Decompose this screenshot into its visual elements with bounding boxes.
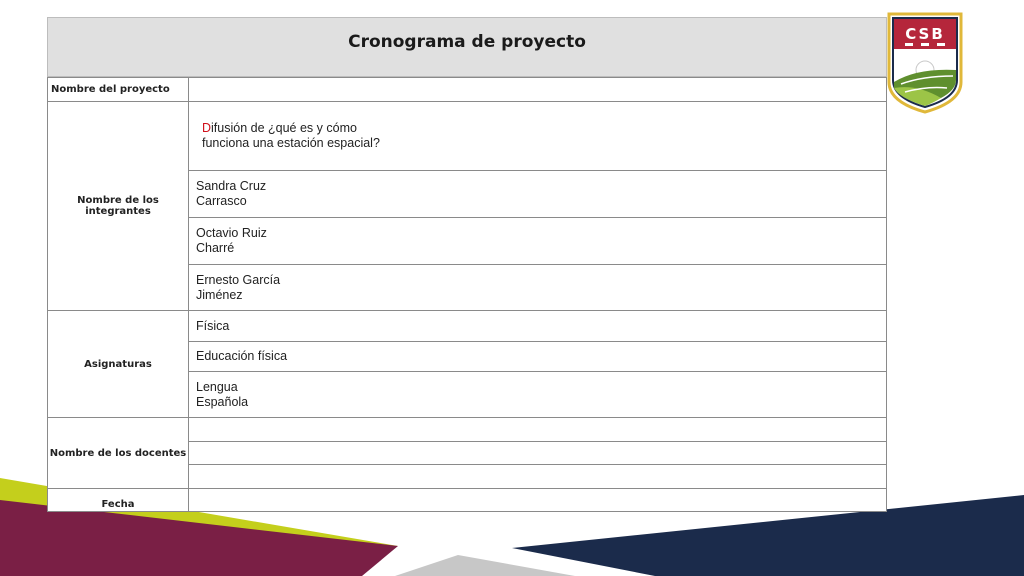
member-2-line-2: Charré	[196, 241, 235, 255]
project-topic[interactable]	[189, 102, 887, 171]
members-label: Nombre de los integrantes	[48, 102, 189, 311]
table-row	[48, 489, 887, 512]
topic-line-2: funciona una estación espacial?	[202, 136, 380, 150]
topic-first-letter: D	[202, 121, 212, 135]
table-row	[48, 102, 887, 171]
table-row	[48, 418, 887, 442]
member-2-line-1: Octavio Ruiz	[196, 226, 267, 240]
page-title: Cronograma de proyecto	[348, 32, 586, 52]
school-logo	[887, 12, 963, 114]
member-name-3[interactable]	[189, 265, 887, 311]
topic-line-1: ifusión de ¿qué es y cómo	[211, 121, 357, 135]
gray-stripe	[395, 555, 575, 576]
date-value[interactable]	[189, 489, 887, 512]
teacher-3[interactable]	[189, 465, 887, 489]
subject-3-line-2: Española	[196, 394, 249, 409]
teacher-1[interactable]	[189, 418, 887, 442]
date-label: Fecha	[48, 489, 189, 512]
table-row	[48, 78, 887, 102]
subject-3[interactable]	[189, 372, 887, 418]
teachers-label: Nombre de los docentes	[48, 418, 189, 489]
teacher-2[interactable]	[189, 442, 887, 465]
member-1-line-2: Carrasco	[196, 194, 247, 208]
member-1-line-1: Sandra Cruz	[196, 179, 267, 193]
member-name-2[interactable]	[189, 218, 887, 265]
subject-3-line-1: Lengua	[196, 379, 238, 394]
schedule-sheet	[47, 17, 887, 511]
crest-text: CSB	[905, 25, 945, 43]
title-band	[47, 17, 887, 77]
member-3-line-1: Ernesto García	[196, 272, 281, 287]
table-row	[48, 311, 887, 342]
schedule-table	[47, 77, 887, 512]
project-name-value[interactable]	[189, 78, 887, 102]
member-name-1[interactable]	[189, 171, 887, 218]
subjects-label: Asignaturas	[48, 311, 189, 418]
member-3-line-2: Jiménez	[196, 287, 243, 302]
project-name-label: Nombre del proyecto	[48, 78, 189, 102]
subject-2[interactable]: Educación física	[189, 342, 887, 372]
subject-1[interactable]: Física	[189, 311, 887, 342]
